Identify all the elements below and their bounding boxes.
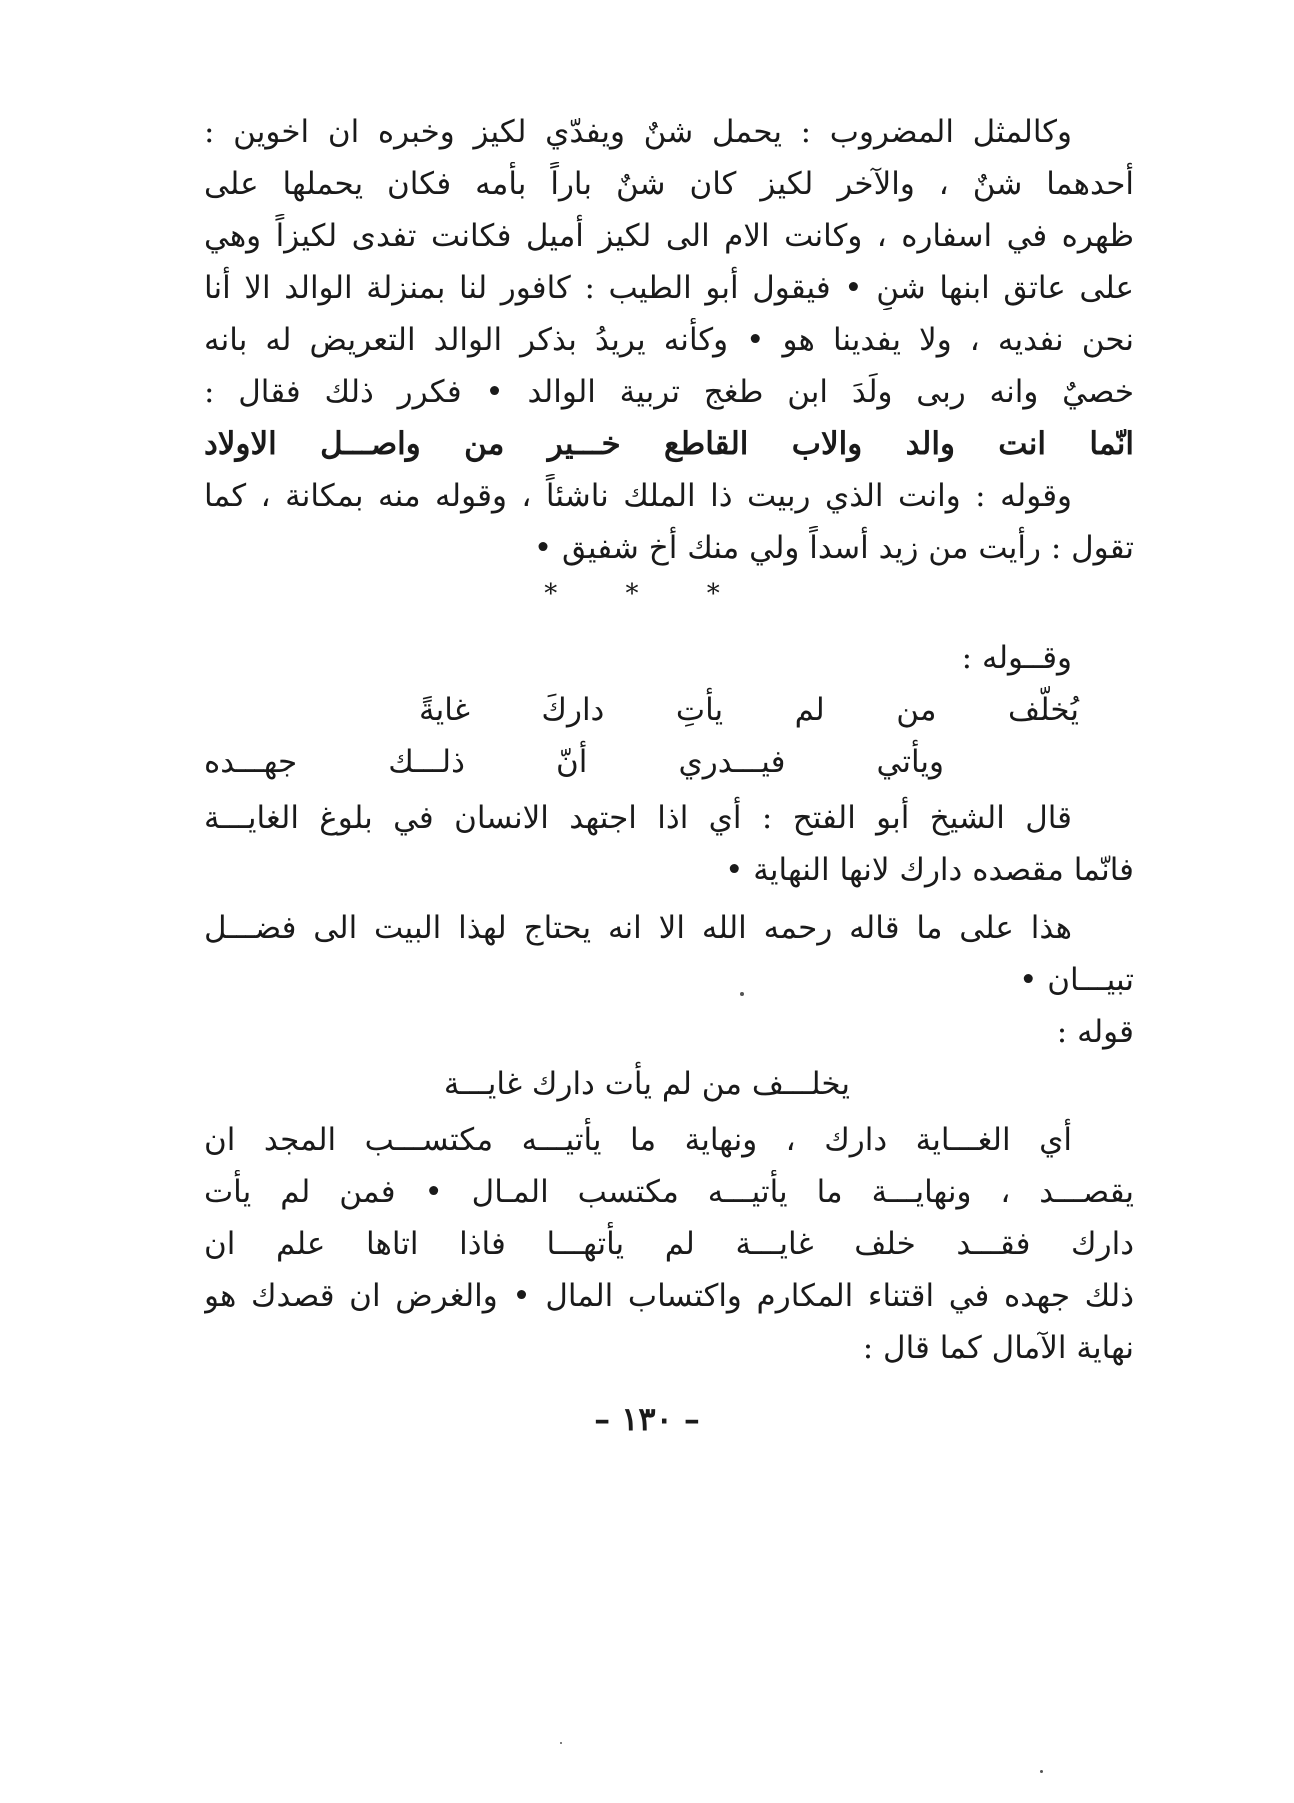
paragraph1-line-2: أحدهما شنٌ ، والآخر لكيز كان شنٌ باراً بأمه فكان يحملها على <box>204 166 1134 202</box>
paragraph3-line-1: قال الشيخ أبو الفتح : أي اذا اجتهد الانسان في بلوغ الغايـــة <box>204 800 1072 836</box>
paragraph5-line-1: أي الغـــاية دارك ، ونهاية ما يأتيـــه مكتســـب المجد ان <box>204 1122 1072 1158</box>
paragraph1-line-4: على عاتق ابنها شنٍ • فيقول أبو الطيب : كافور لنا بمنزلة الوالد الا أنا <box>204 270 1134 306</box>
paragraph5-line-5: نهاية الآمال كما قال : <box>862 1330 1134 1366</box>
paragraph5-line-3: دارك فقـــد خلف غايـــة لم يأتهـــا فاذا اتاها علم ان <box>204 1226 1134 1262</box>
paragraph1-line-1: وكالمثل المضروب : يحمل شنٌ ويفدّي لكيز وخبره ان اخوين : <box>204 114 1072 150</box>
paragraph2-line-2: تقول : رأيت من زيد أسداً ولي منك أخ شفيق • <box>533 530 1134 566</box>
paragraph5-line-4: ذلك جهده في اقتناء المكارم واكتساب المال • والغرض ان قصدك هو <box>204 1278 1134 1314</box>
paragraph1-line-6: خصيٌ وانه ربى ولَدَ ابن طغج تربية الوالد • فكرر ذلك فقال : <box>204 374 1134 410</box>
section-separator: * * * <box>544 579 750 609</box>
paragraph4-line-1: هذا على ما قاله رحمه الله الا انه يحتاج لهذا البيت الى فضـــل <box>204 910 1072 946</box>
page-number: – ١٣٠ – <box>594 1400 700 1438</box>
scan-speck <box>1040 1770 1043 1773</box>
verse-c: يخلـــف من لم يأت دارك غايـــة <box>443 1066 851 1102</box>
scan-speck <box>560 1742 562 1744</box>
paragraph1-line-3: ظهره في اسفاره ، وكانت الام الى لكيز أميل فكانت تفدى لكيزاً وهي <box>204 218 1134 254</box>
heading-qawluhu-2: قوله : <box>1056 1014 1134 1050</box>
speck-mark <box>740 992 744 996</box>
paragraph2-line-1: وقوله : وانت الذي ربيت ذا الملك ناشئاً ، وقوله منه بمكانة ، كما <box>204 478 1072 514</box>
verse-b-line-1: يُخلّف من لم يأتِ داركَ غايةً <box>419 692 1079 728</box>
paragraph4-line-2: تبيـــان • <box>1019 962 1134 998</box>
paragraph3-line-2: فانّما مقصده دارك لانها النهاية • <box>725 852 1134 888</box>
verse-b-line-2: ويأتي فيـــدري أنّ ذلـــك جهـــده <box>204 744 944 780</box>
paragraph1-line-5: نحن نفديه ، ولا يفدينا هو • وكأنه يريدُ بذكر الوالد التعريض له بانه <box>204 322 1134 358</box>
paragraph5-line-2: يقصـــد ، ونهايـــة ما يأتيـــه مكتسب المـال • فمن لم يأت <box>204 1174 1134 1210</box>
heading-qawluhu-1: وقــوله : <box>961 640 1072 676</box>
verse-a: انّما انت والد والاب القاطع خـــير من واصـــل الاولاد <box>204 426 1134 462</box>
